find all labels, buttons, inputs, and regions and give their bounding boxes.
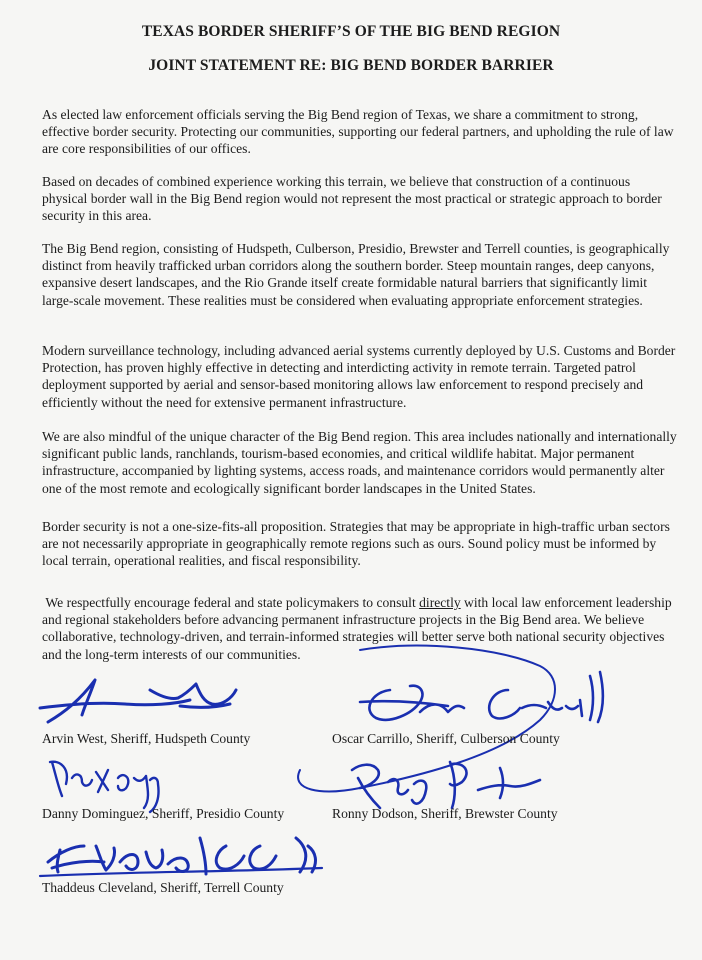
signature-cleveland: [40, 838, 322, 876]
signature-label-cleveland: Thaddeus Cleveland, Sheriff, Terrell County: [42, 880, 284, 895]
signature-west: [40, 680, 236, 722]
underlined-word: directly: [419, 595, 461, 610]
document-subtitle: JOINT STATEMENT RE: BIG BEND BORDER BARRIER: [148, 57, 554, 74]
signature-label-dodson: Ronny Dodson, Sheriff, Brewster County: [332, 806, 558, 821]
paragraph-recommendation: [42, 594, 677, 663]
signature-carrillo: [298, 646, 603, 792]
signature-label-carrillo: Oscar Carrillo, Sheriff, Culberson County: [332, 731, 560, 746]
recommendation-text-end: with local law enforcement leadership and regional stakeholders before advancing permanent infrastructure projects in the Big Bend area. We believe collaborative, technology-driven, and terrain-informed strategies will better serve both national security objectives and the long-term interests of our communities.: [42, 595, 672, 662]
signature-dodson: [352, 762, 540, 808]
paragraph-character: We are also mindful of the unique character of the Big Bend region. This area includes nationally and internationally significant public lands, ranchlands, tourism-based economies, and critical wildlife habitat. Major permanent infrastructure, accompanied by lighting systems, access roads, and maintenance corridors would permanently alter one of the most remote and ecologically significant border landscapes in the United States.: [42, 429, 677, 496]
recommendation-text-start: We respectfully encourage federal and state policymakers to consult: [45, 595, 420, 610]
signature-label-dominguez: Danny Dominguez, Sheriff, Presidio County: [42, 806, 285, 821]
paragraph-policy: Border security is not a one-size-fits-all proposition. Strategies that may be appropriate in high-traffic urban sectors are not necessarily appropriate in geographically remote regions such as ours. Sound policy must be informed by local terrain, operational realities, and fiscal responsibility.: [42, 519, 670, 569]
signature-dominguez: [50, 762, 159, 812]
paragraph-wall-position: Based on decades of combined experience working this terrain, we believe that construction of a continuous physical border wall in the Big Bend region would not represent the most practical or strategic approach to border security in this area.: [42, 174, 662, 224]
paragraph-commitment: As elected law enforcement officials serving the Big Bend region of Texas, we share a commitment to strong, effective border security. Protecting our communities, supporting our federal partners, and upholding the rule of law are core responsibilities of our offices.: [42, 107, 674, 157]
paragraph-technology: Modern surveillance technology, including advanced aerial systems currently deployed by U.S. Customs and Border Protection, has proven highly effective in detecting and interdicting activity in remote terrain. Targeted patrol deployment supported by aerial and sensor-based monitoring allows law enforcement to respond precisely and efficiently without the need for extensive permanent infrastructure.: [42, 343, 676, 410]
paragraph-geography: The Big Bend region, consisting of Hudspeth, Culberson, Presidio, Brewster and Terrell counties, is geographically distinct from heavily trafficked urban corridors along the southern border. Steep mountain ranges, deep canyons, expansive desert landscapes, and the Rio Grande itself create formidable natural barriers that significantly limit large-scale movement. These realities must be considered when evaluating appropriate enforcement strategies.: [42, 241, 670, 308]
signature-label-west: Arvin West, Sheriff, Hudspeth County: [42, 731, 251, 746]
document-title: TEXAS BORDER SHERIFF’S OF THE BIG BEND REGION: [141, 23, 561, 40]
